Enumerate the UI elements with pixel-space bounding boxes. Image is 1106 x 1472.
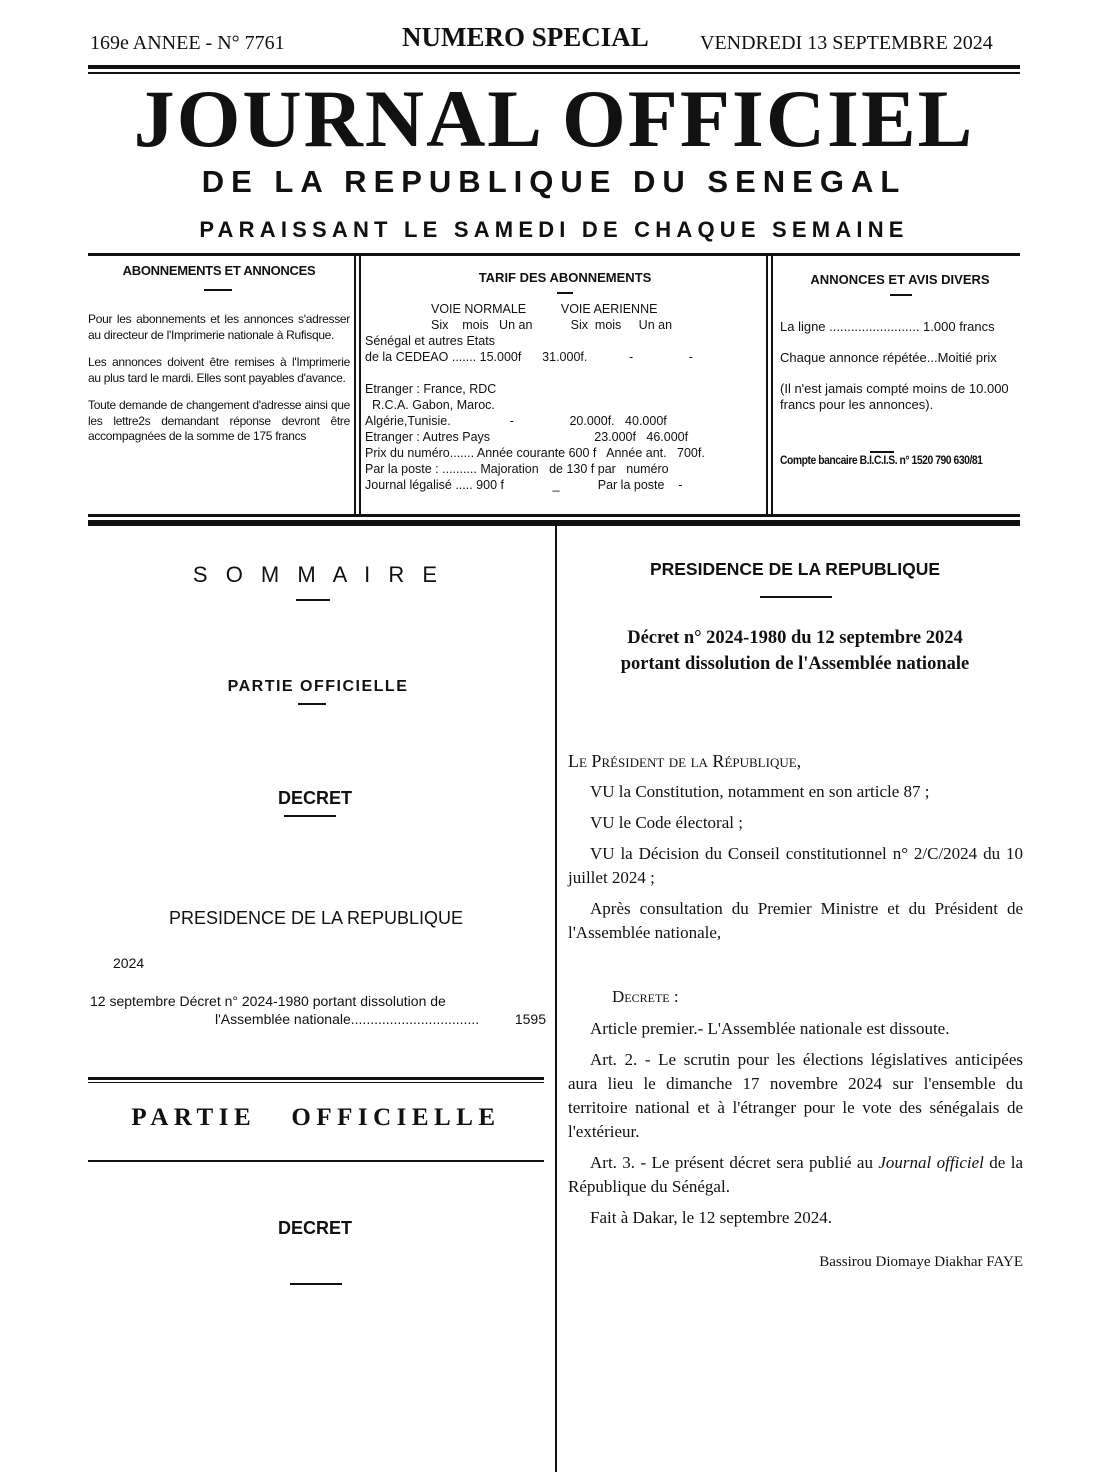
box-divider [359,256,361,514]
decree-done-at: Fait à Dakar, le 12 septembre 2024. [590,1208,832,1227]
decree-section-heading: PRESIDENCE DE LA REPUBLIQUE [649,559,941,579]
partie-officielle-title: PARTIE OFFICIELLE [131,1104,501,1131]
publication-frequency: PARAISSANT LE SAMEDI DE CHAQUE SEMAINE [199,217,909,242]
separator [557,292,573,294]
abonnements-section [88,263,350,445]
tarif-section [365,270,765,493]
box-divider [354,256,356,514]
journal-subtitle: DE LA REPUBLIQUE DU SENEGAL [201,164,907,199]
annonces-line: La ligne ......................... 1.000 francs [780,319,995,334]
abonnements-heading: ABONNEMENTS ET ANNONCES [122,263,316,278]
decree-vu: Après consultation du Premier Ministre et du Président de l'Assemblée nationale, [568,899,1023,942]
tarif-heading: TARIF DES ABONNEMENTS [478,270,652,285]
abonnements-paragraph: Les annonces doivent être remises à l'Imprimerie au plus tard le mardi. Elles sont payables d'avance. [88,355,350,385]
tarif-line: Six mois Un an Six mois Un an [365,318,673,332]
sommaire-entry-title-cont: l'Assemblée nationale................................. [215,1011,480,1027]
issue-date: VENDREDI 13 SEPTEMBRE 2024 [700,32,993,54]
separator [298,703,326,705]
rule [88,1160,544,1162]
special-issue-label: NUMERO SPECIAL [402,22,649,52]
separator [290,1283,342,1285]
tarif-line: Algérie,Tunisie. - 20.000f. 40.000f [365,414,667,428]
article-3-journal: Journal officiel [878,1153,984,1172]
bank-account: Compte bancaire B.I.C.I.S. n° 1520 790 630/81 [780,455,983,467]
box-top-rule [88,253,1020,256]
box-bottom-rule [88,514,1020,517]
sommaire-partie-officielle: PARTIE OFFICIELLE [227,678,409,695]
sommaire-presidence: PRESIDENCE DE LA REPUBLIQUE [168,908,464,928]
annonces-line: Chaque annonce répétée...Moitié prix [780,350,997,365]
decree-signature: Bassirou Diomaye Diakhar FAYE [819,1254,1023,1270]
sommaire-year: 2024 [113,955,145,971]
decree-title [570,625,1020,677]
rule [88,1077,544,1080]
tarif-line: Sénégal et autres Etats [365,334,495,348]
sommaire-decret: DECRET [277,788,352,808]
annonces-section [780,272,1020,467]
separator [870,451,894,453]
sommaire-entry[interactable] [90,992,546,1028]
sommaire-entry-title: 12 septembre Décret n° 2024-1980 portant dissolution de [90,993,446,1009]
decree-decrete: Decrete : [612,987,679,1006]
decree-body [568,749,1023,1274]
column-divider [555,526,557,1472]
separator [296,599,330,601]
decree-article-3 [568,1151,1023,1199]
tarif-line: Etranger : Autres Pays 23.000f 46.000f [365,430,689,444]
tarif-line: de la CEDEAO ....... 15.000f 31.000f. - - [365,350,693,364]
sommaire-title: S O M M A I R E [192,562,444,587]
decree-intro: Le Président de la République, [568,751,802,771]
separator [284,815,336,817]
box-divider [766,256,768,514]
tarif-line: Etranger : France, RDC [365,382,497,396]
decree-title-line: portant dissolution de l'Assemblée nationale [620,654,970,674]
abonnements-paragraph: Toute demande de changement d'adresse ainsi que les lettre2s demandant réponse devront être accompagnées de la somme de 175 francs [88,398,350,443]
annonces-heading: ANNONCES ET AVIS DIVERS [810,272,990,287]
separator [760,596,832,598]
decree-vu: VU le Code électoral ; [590,813,743,832]
separator [204,289,232,291]
decree-article: Article premier.- L'Assemblée nationale est dissoute. [590,1019,950,1038]
abonnements-paragraph: Pour les abonnements et les annonces s'adresser au directeur de l'Imprimerie nationale à Rufisque. [88,312,350,342]
tarif-line: VOIE NORMALE VOIE AERIENNE [365,302,658,316]
article-3-text: Art. 3. - Le présent décret sera publié au [590,1153,879,1172]
partie-decret: DECRET [277,1218,352,1238]
issue-number: 169e ANNEE - N° 7761 [90,32,285,54]
box-bottom-rule-thick [88,520,1020,526]
tarif-line: Prix du numéro....... Année courante 600 f Année ant. 700f. [365,446,705,460]
tarif-line: Journal légalisé ..... 900 f _ Par la poste - [365,478,683,492]
rule [88,1082,544,1083]
annonces-line: (Il n'est jamais compté moins de 10.000 francs pour les annonces). [780,381,1009,412]
sommaire-entry-page: 1595 [514,1011,546,1027]
tarif-line: R.C.A. Gabon, Maroc. [365,398,495,412]
tarif-line: Par la poste : .......... Majoration de 130 f par numéro [365,462,669,476]
decree-vu: VU la Décision du Conseil constitutionnel n° 2/C/2024 du 10 juillet 2024 ; [568,844,1023,887]
box-divider [771,256,773,514]
header-rule [88,65,1020,69]
decree-title-line: Décret n° 2024-1980 du 12 septembre 2024 [627,628,963,648]
decree-vu: VU la Constitution, notamment en son article 87 ; [590,782,930,801]
decree-article: Art. 2. - Le scrutin pour les élections législatives anticipées aura lieu le dimanche 17 novembre 2024 sur l'ensemble du territoire national et à l'étranger pour le vote des sénégalais de l'extérieur. [568,1050,1023,1141]
separator [890,294,912,296]
article-3-text-end: de la République du Sénégal. [568,1153,1023,1196]
journal-title: JOURNAL OFFICIEL [133,73,975,164]
tarif-line [365,365,765,381]
